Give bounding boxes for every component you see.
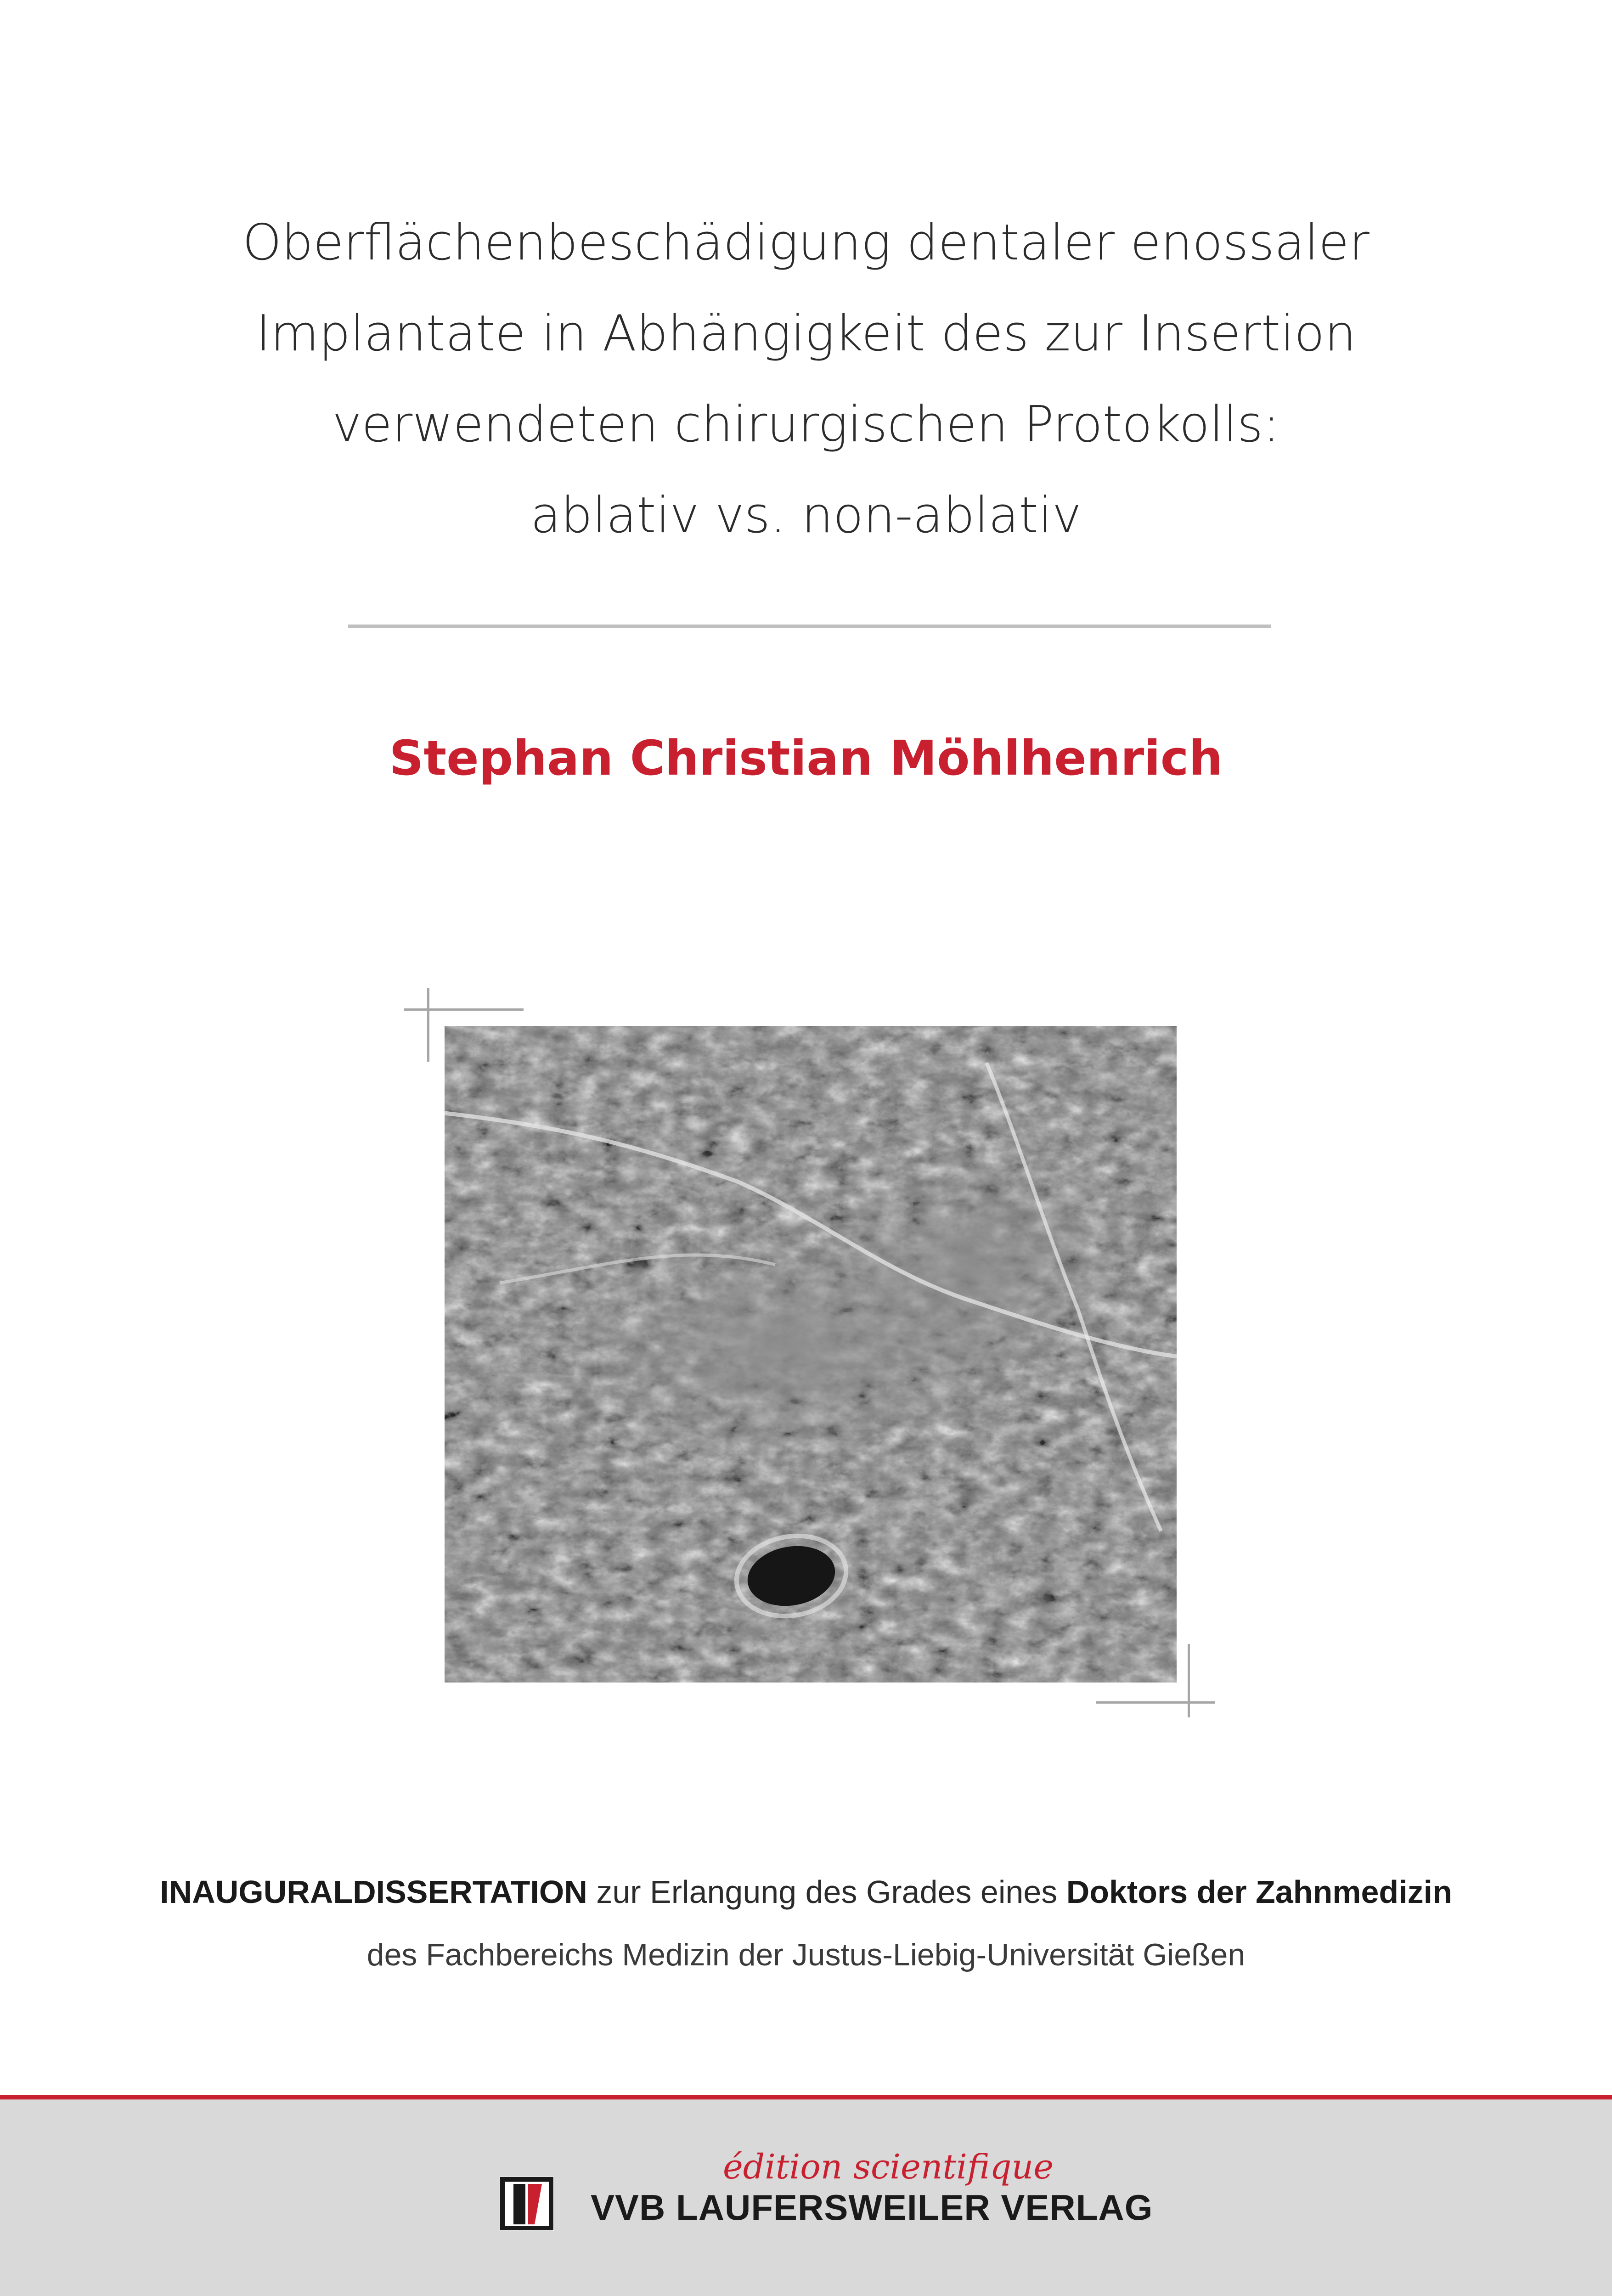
edition-scientifique-label: édition scientifique (723, 2147, 1054, 2187)
sem-micrograph-graphic (445, 1026, 1177, 1683)
thesis-statement (138, 1874, 1474, 1910)
title-line: ablativ vs. non-ablativ (530, 487, 1082, 544)
thesis-purpose: zur Erlangung des Grades eines (596, 1874, 1058, 1910)
crop-mark-top-left-vertical (427, 988, 429, 1062)
crop-mark-bottom-right-vertical (1188, 1644, 1190, 1717)
author-name: Stephan Christian Möhlhenrich (389, 730, 1223, 786)
crop-mark-bottom-right-horizontal (1096, 1701, 1215, 1704)
footer-accent-rule (0, 2095, 1612, 2099)
sem-micrograph-image (445, 1026, 1177, 1683)
title-divider (348, 625, 1271, 628)
thesis-institution: des Fachbereichs Medizin der Justus-Liebig-Universität Gießen (366, 1937, 1246, 1972)
vvb-publisher-logo-icon (500, 2177, 554, 2231)
thesis-degree: Doktors der Zahnmedizin (1066, 1874, 1452, 1910)
thesis-type: INAUGURALDISSERTATION (160, 1874, 587, 1910)
crop-mark-top-left-horizontal (404, 1008, 524, 1011)
title-line: Oberflächenbeschädigung dentaler enossaler (242, 214, 1370, 271)
title-line: verwendeten chirurgischen Protokolls: (332, 396, 1280, 453)
publisher-name: VVB LAUFERSWEILER VERLAG (591, 2187, 1153, 2228)
title-line: Implantate in Abhängigkeit des zur Insertion (256, 305, 1356, 362)
cover-title (138, 197, 1474, 561)
